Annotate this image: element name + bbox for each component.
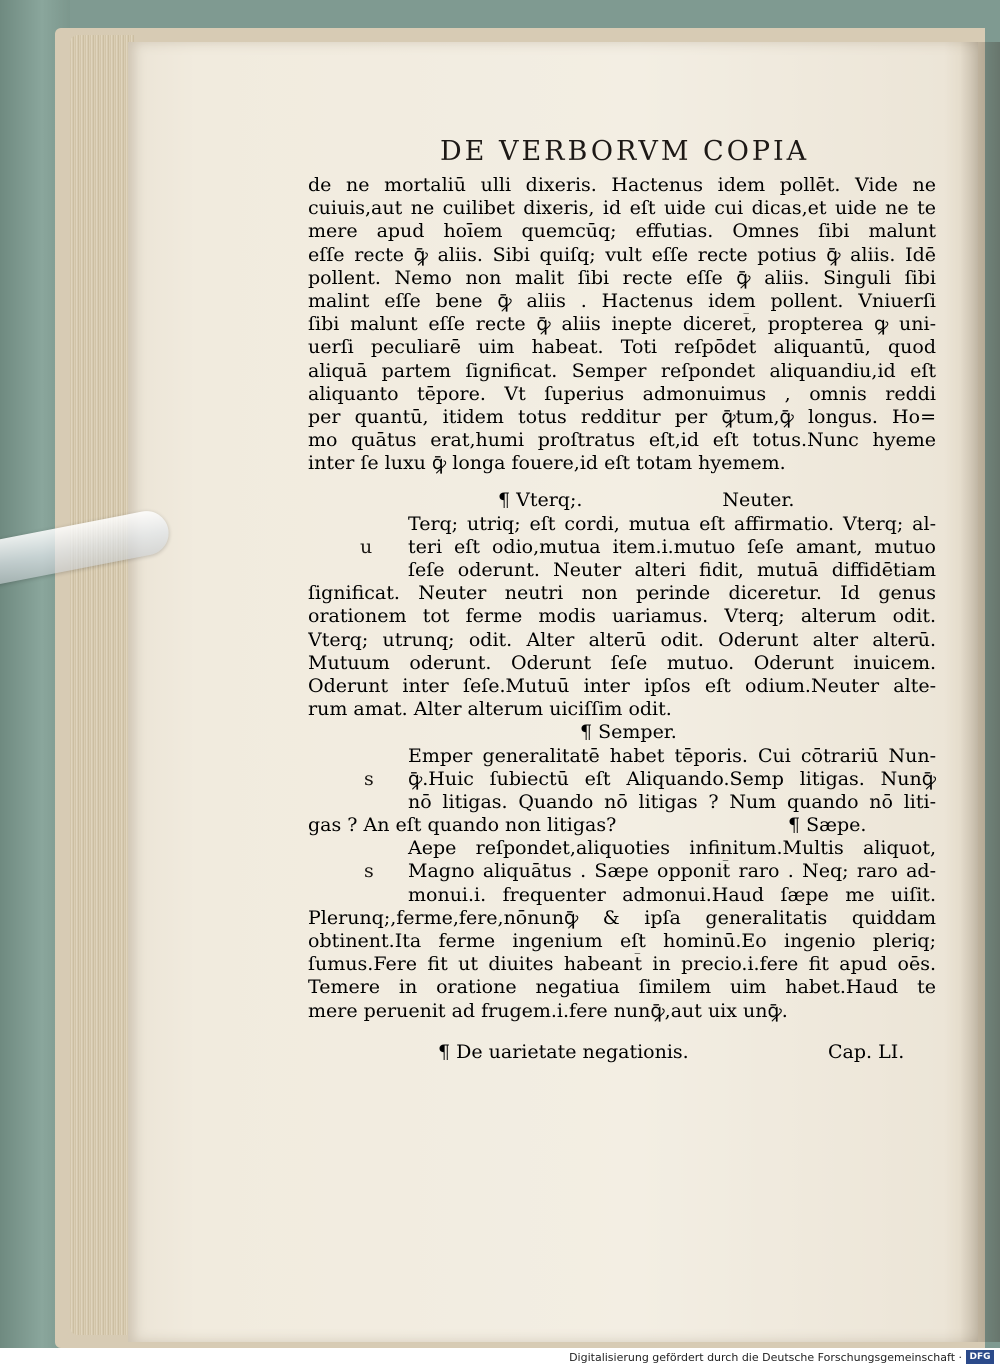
digitization-credit: Digitalisierung gefördert durch die Deutsche Forschungsgemeinschaft · [569, 1351, 962, 1364]
text-line: ſumus.Fere fit ut diuites habeant̄ in precio.i.fere fit apud oēs. [308, 953, 936, 976]
running-head: DE VERBORVM COPIA [440, 136, 810, 167]
text-line: malint eſſe bene ꝙ̄ aliis . Hactenus idem pollent. Vniuerſi [308, 289, 936, 312]
chapter-heading [308, 1041, 936, 1064]
section-heading-semper: ¶ Semper. [580, 721, 677, 744]
text-line: aliquā partem ſignificat. Semper reſpondet aliquandiu,id eſt [308, 359, 936, 382]
text-line: Vterq; utrunq; odit. Alter alterū odit. Oderunt alter alterū. [308, 628, 936, 651]
page-edges [70, 35, 134, 1335]
text-line: ꝙ̄.Huic ſubiectū eſt Aliquando.Semp litigas. Nunꝙ̄ [408, 767, 936, 790]
section-semper-text [308, 745, 936, 815]
chapter-number: Cap. LI. [828, 1040, 905, 1063]
section-heading-uterque [308, 489, 936, 512]
text-line: Emper generalitatē habet tēporis. Cui cōtrariū Nun- [408, 744, 936, 767]
text-line: Terq; utriq; eſt cordi, mutua eſt affirmatio. Vterq; al- [408, 512, 936, 535]
text-line: pollent. Nemo non malit ſibi recte eſſe ꝙ̄ aliis. Singuli ſibi [308, 266, 936, 289]
section-heading-saepe-line [308, 814, 936, 837]
dfg-logo: DFG [966, 1350, 994, 1364]
heading-neuter: Neuter. [722, 489, 795, 512]
text-line: teri eſt odio,mutua item.i.mutuo ſeſe amant, mutuo [408, 535, 936, 558]
text-line: ſibi malunt eſſe recte ꝙ̄ aliis inepte diceret̄, propterea ꝙ uni- [308, 313, 936, 336]
text-line: Mutuum oderunt. Oderunt ſeſe mutuo. Oderunt inuicem. [308, 651, 936, 674]
text-line: orationem tot ferme modis uariamus. Vterq; alterum odit. [308, 605, 936, 628]
body-paragraph [308, 174, 936, 475]
text-line: nō litigas. Quando nō litigas ? Num quando nō liti- [408, 790, 936, 813]
page-text [308, 174, 936, 1064]
chapter-title: ¶ De uarietate negationis. [438, 1040, 689, 1063]
text-line: cuiuis,aut ne cuilibet dixeris, id eſt uide cui dicas,et uide ne te [308, 197, 936, 220]
text-line: Oderunt inter ſeſe.Mutuū inter ipſos eſt odium.Neuter alte- [308, 674, 936, 697]
text-line: aliquanto tēpore. Vt ſuperius admonuimus , omnis reddi [308, 382, 936, 405]
text-line: ſignificat. Neuter neutri non perinde diceretur. Id genus [308, 582, 936, 605]
marginal-initial-s2: s [364, 860, 374, 883]
text-line: per quantū, itidem totus redditur per ꝙ̄tum,ꝙ̄ longus. Ho= [308, 405, 936, 428]
section-saepe-text [308, 837, 936, 1023]
text-line: ſeſe oderunt. Neuter alteri fidit, mutuā diffidētiam [408, 559, 936, 581]
text-line: eſſe recte ꝙ̄ aliis. Sibi quiſq; vult eſſe recte potius ꝙ̄ aliis. Idē [308, 243, 936, 266]
spine-shadow [960, 42, 1000, 1342]
text-line: de ne mortaliū ulli dixeris. Hactenus idem pollēt. Vide ne [308, 174, 936, 196]
heading-saepe: ¶ Sæpe. [788, 814, 867, 837]
section-uterque-text [308, 513, 936, 722]
text-line: uerſi peculiarē uim habeat. Toti reſpōdet aliquantū, quod [308, 336, 936, 359]
marginal-initial-s: s [364, 767, 374, 790]
text-line: mo quātus erat,humi proſtratus eſt,id eſt totus.Nunc hyeme [308, 429, 936, 452]
text-line: Aepe reſpondet,aliquoties infinitum.Multis aliquot, [408, 837, 936, 860]
text-line: obtinent.Ita ferme ingenium eſt hominū.Eo ingenio pleriq; [308, 930, 936, 952]
marginal-initial-u: u [360, 535, 373, 558]
text-line: monui.i. frequenter admonui.Haud ſæpe me uiſit. [408, 883, 936, 906]
text-line: mere peruenit ad frugem.i.fere nunꝙ̄,aut uix unꝙ̄. [308, 999, 788, 1022]
text-line: inter ſe luxu ꝙ̄ longa fouere,id eſt totam hyemem. [308, 452, 786, 475]
spacer [308, 475, 936, 489]
text-line: Plerunq;,ferme,fere,nōnunꝙ̄ & ipſa generalitatis quiddam [308, 906, 936, 929]
text-line: mere apud hoīem quemcūq; effutias. Omnes ſibi malunt [308, 220, 936, 243]
text-line: Temere in oratione negatiua ſimilem uim habet.Haud te [308, 976, 936, 999]
text-line: rum amat. Alter alterum uiciſſim odit. [308, 698, 672, 721]
heading-uterque: ¶ Vterq;. [498, 489, 583, 512]
text-line: Magno aliquātus . Sæpe opponit̄ raro . Neq; raro ad- [408, 860, 936, 883]
semper-last-line: gas ? An eſt quando non litigas? [308, 814, 617, 837]
